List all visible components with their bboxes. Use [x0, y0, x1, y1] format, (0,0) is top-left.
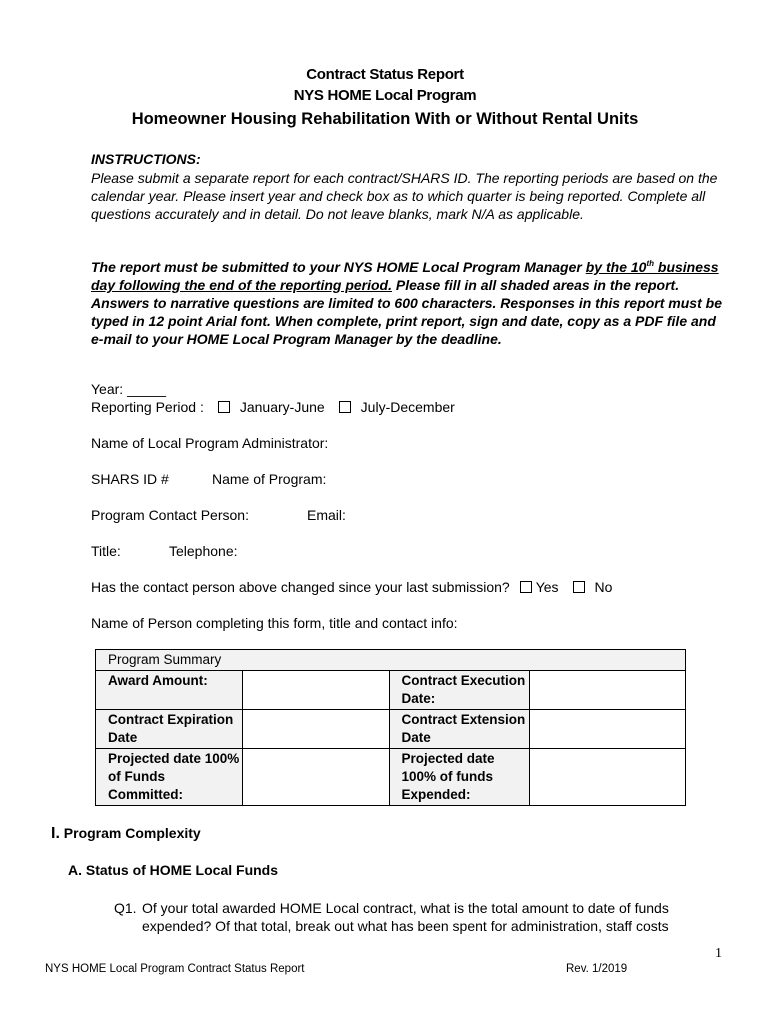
contact-changed-question: Has the contact person above changed since your last submission? [91, 579, 510, 595]
reporting-period-field [91, 399, 455, 415]
funds-committed-label: Projected date 100% of Funds Committed: [96, 749, 243, 806]
instructions-heading: INSTRUCTIONS: [91, 151, 201, 167]
title-label: Title: [91, 543, 121, 559]
table-header-row [96, 650, 686, 671]
july-december-label: July-December [360, 399, 455, 415]
extension-date-label: Contract Extension Date [389, 710, 530, 749]
section-a-number: A. [68, 862, 82, 878]
funds-expended-label: Projected date 100% of funds Expended: [389, 749, 530, 806]
year-field [91, 381, 166, 397]
january-june-checkbox[interactable] [218, 401, 230, 413]
funds-expended-input[interactable] [530, 749, 686, 806]
year-input[interactable]: _____ [127, 381, 167, 397]
question-q1 [114, 899, 714, 935]
section-a-heading [68, 862, 278, 878]
footer-left-text: NYS HOME Local Program Contract Status Report [45, 963, 305, 975]
january-june-label: January-June [239, 399, 325, 415]
execution-date-input[interactable] [530, 671, 686, 710]
program-name-label: Name of Program: [212, 471, 327, 487]
notice-deadline: by the 10th business day following the end of the reporting period. [91, 259, 719, 293]
page-number: 1 [715, 946, 722, 961]
instructions-body: Please submit a separate report for each contract/SHARS ID. The reporting periods are based on the calendar year. Please insert year and check box as to which quarter is being reported. Complete all questions accurately and in detail. Do not leave blanks, mark N/A as applicable. [91, 170, 718, 222]
reporting-period-label: Reporting Period : [91, 399, 204, 415]
no-checkbox[interactable] [573, 581, 585, 593]
award-amount-input[interactable] [242, 671, 389, 710]
report-subtitle: Homeowner Housing Rehabilitation With or Without Rental Units [131, 110, 639, 128]
program-summary-table [95, 649, 686, 806]
q1-number: Q1. [114, 900, 137, 916]
section-a-title: Status of HOME Local Funds [85, 862, 279, 878]
award-amount-label: Award Amount: [96, 671, 243, 710]
notice-text-1: The report must be submitted to your NYS HOME Local Program Manager [91, 259, 586, 275]
no-label: No [594, 579, 613, 595]
completer-label: Name of Person completing this form, title and contact info: [91, 615, 458, 631]
expiration-date-label: Contract Expiration Date [96, 710, 243, 749]
section-1-number: I. [51, 825, 60, 842]
program-summary-heading: Program Summary [96, 650, 686, 671]
telephone-label: Telephone: [169, 543, 238, 559]
year-label: Year: [91, 381, 124, 397]
q1-text: Of your total awarded HOME Local contract, what is the total amount to date of funds expended? Of that total, break out what has been spent for administration, staff costs [142, 900, 669, 934]
administrator-label: Name of Local Program Administrator: [91, 435, 329, 451]
contact-changed-field [91, 579, 612, 595]
table-row [96, 749, 686, 806]
contact-person-label: Program Contact Person: [91, 507, 249, 523]
execution-date-label: Contract Execution Date: [389, 671, 530, 710]
funds-committed-input[interactable] [242, 749, 389, 806]
yes-label: Yes [535, 579, 559, 595]
shars-id-label: SHARS ID # [91, 471, 169, 487]
expiration-date-input[interactable] [242, 710, 389, 749]
table-row [96, 671, 686, 710]
notice-text-2: Please fill in all shaded areas in the report. Answers to narrative questions are limited to 600 characters. Responses in this report must be typed in 12 point Arial font. When complete, print report, sign and date, copy as a PDF file and e-mail to your HOME Local Program Manager by the deadline. [91, 277, 722, 347]
table-row [96, 710, 686, 749]
july-december-checkbox[interactable] [339, 401, 351, 413]
submission-notice [91, 258, 723, 348]
section-1-title: Program Complexity [63, 825, 201, 841]
section-1-heading [51, 825, 201, 843]
program-title: NYS HOME Local Program [293, 87, 477, 104]
email-label: Email: [307, 507, 346, 523]
report-title: Contract Status Report [306, 66, 464, 83]
yes-checkbox[interactable] [520, 581, 532, 593]
extension-date-input[interactable] [530, 710, 686, 749]
footer-revision: Rev. 1/2019 [566, 963, 628, 975]
